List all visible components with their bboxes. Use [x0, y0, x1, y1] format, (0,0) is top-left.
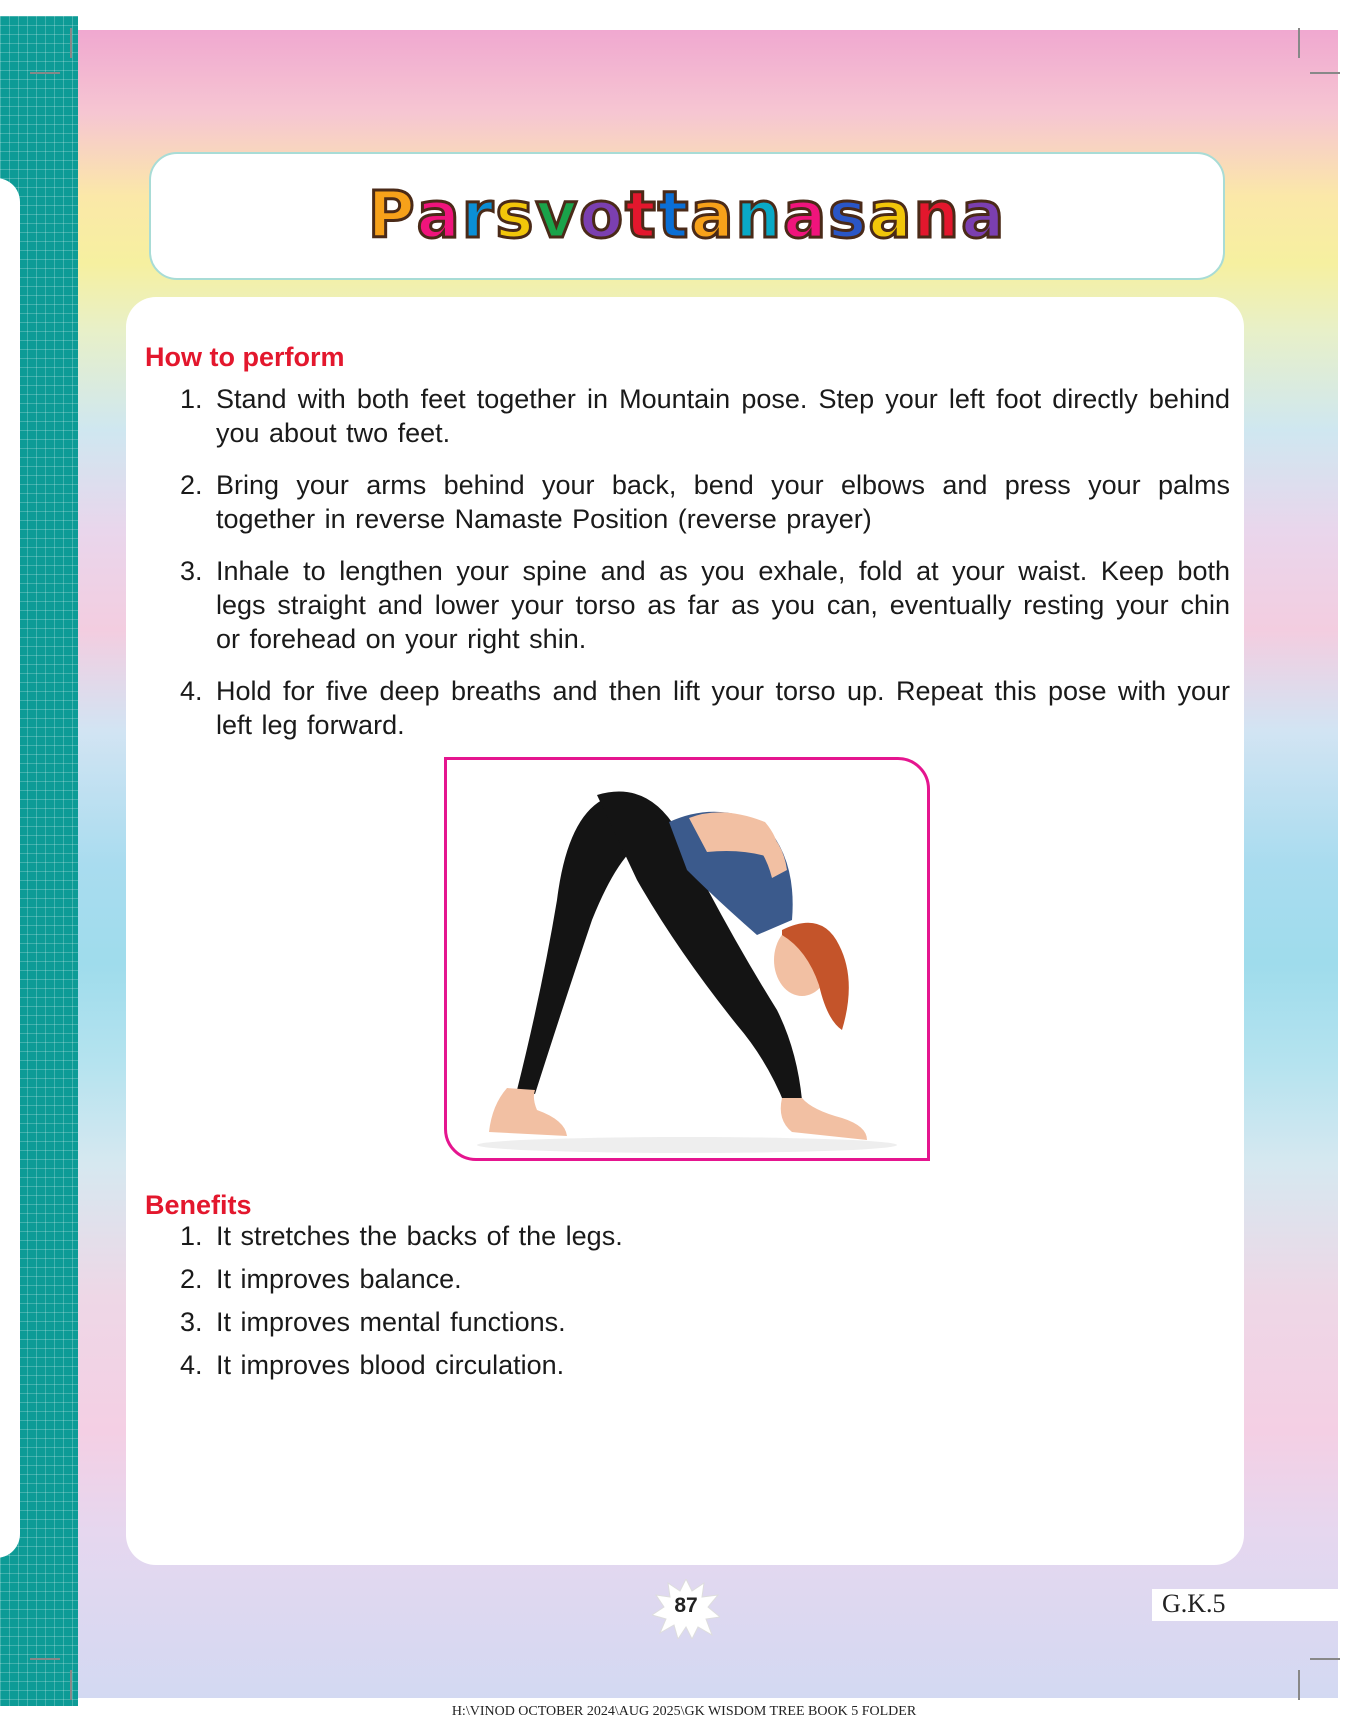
crop-mark: [1298, 1670, 1300, 1700]
step-number: 3.: [180, 556, 203, 586]
title-letter: r: [461, 179, 496, 253]
list-item: [180, 1262, 980, 1296]
step-number: 1.: [180, 384, 203, 414]
title-letter: a: [868, 179, 914, 253]
step-text: Hold for five deep breaths and then lift your torso up. Repeat this pose with your left leg forward.: [216, 676, 1230, 740]
benefit-number: 1.: [180, 1221, 203, 1251]
pose-illustration: [447, 760, 927, 1158]
title-banner: [149, 152, 1225, 280]
title-letter: a: [783, 179, 829, 253]
title-letter: t: [657, 179, 691, 253]
title-letter: t: [625, 179, 658, 253]
page-title: [368, 179, 1007, 253]
list-item: [180, 1305, 980, 1339]
title-letter: n: [735, 179, 784, 253]
title-letter: a: [416, 179, 462, 253]
crop-mark: [70, 28, 72, 58]
title-letter: o: [579, 179, 626, 253]
benefit-number: 2.: [180, 1264, 203, 1294]
how-to-perform-heading: How to perform: [145, 342, 345, 372]
crop-mark: [30, 72, 60, 74]
list-item: [180, 1348, 980, 1382]
title-letter: s: [828, 179, 869, 253]
left-white-tab: [0, 178, 20, 1558]
list-item: [180, 1219, 980, 1253]
title-letter: a: [690, 179, 736, 253]
crop-mark: [1298, 28, 1300, 58]
benefit-text: It improves balance.: [216, 1264, 462, 1294]
title-letter: a: [961, 179, 1007, 253]
list-item: [180, 554, 1230, 656]
yoga-pose-photo: [444, 757, 930, 1161]
benefits-heading: Benefits: [145, 1190, 252, 1220]
footer-file-path: H:\VINOD OCTOBER 2024\AUG 2025\GK WISDOM TREE BOOK 5 FOLDER: [451, 1704, 917, 1719]
list-item: [180, 674, 1230, 742]
benefit-number: 3.: [180, 1307, 203, 1337]
benefit-text: It improves mental functions.: [216, 1307, 566, 1337]
step-number: 4.: [180, 676, 203, 706]
book-label: G.K.5: [1152, 1589, 1338, 1621]
benefit-text: It improves blood circulation.: [216, 1350, 565, 1380]
title-letter: s: [495, 179, 536, 253]
step-text: Inhale to lengthen your spine and as you exhale, fold at your waist. Keep both legs straight and lower your torso as far as you can, eventually resting your chin or forehead on your right shin.: [216, 556, 1230, 654]
steps-list: [180, 382, 1230, 760]
step-text: Bring your arms behind your back, bend your elbows and press your palms together in reverse Namaste Position (reverse prayer): [216, 470, 1230, 534]
title-letter: v: [535, 179, 580, 253]
list-item: [180, 382, 1230, 450]
step-text: Stand with both feet together in Mountain pose. Step your left foot directly behind you about two feet.: [216, 384, 1230, 448]
crop-mark: [30, 1658, 60, 1660]
title-letter: P: [367, 179, 417, 253]
crop-mark: [1310, 72, 1340, 74]
benefit-number: 4.: [180, 1350, 203, 1380]
benefit-text: It stretches the backs of the legs.: [216, 1221, 623, 1251]
list-item: [180, 468, 1230, 536]
page-number: 87: [674, 1594, 698, 1617]
benefits-list: [180, 1219, 980, 1391]
crop-mark: [70, 1670, 72, 1700]
title-letter: n: [913, 179, 962, 253]
crop-mark: [1310, 1658, 1340, 1660]
step-number: 2.: [180, 470, 203, 500]
